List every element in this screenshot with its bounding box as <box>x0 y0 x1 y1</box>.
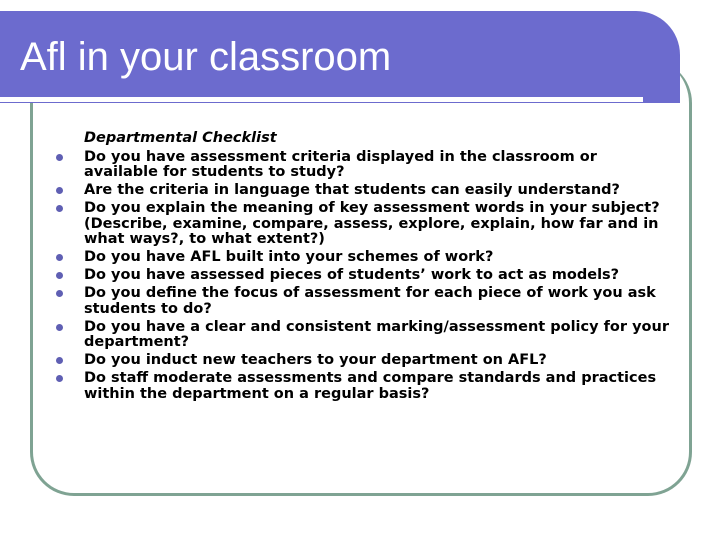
bullet-icon <box>56 205 63 212</box>
list-item-text: Are the criteria in language that students can easily understand? <box>84 182 620 198</box>
list-item <box>56 250 670 266</box>
bullet-icon <box>56 290 63 297</box>
checklist <box>56 150 670 403</box>
list-item-text: Do you have a clear and consistent marking/assessment policy for your department? <box>84 318 669 350</box>
list-item-text: Do you define the focus of assessment for each piece of work you ask students to do? <box>84 285 656 317</box>
list-item-text: Do you have assessed pieces of students’ work to act as models? <box>84 267 620 283</box>
list-item <box>56 320 670 351</box>
bullet-icon <box>56 154 63 161</box>
list-item-text: Do you explain the meaning of key assessment words in your subject? (Describe, examine, compare, assess, explore, explain, how far and in what ways?, to what extent?) <box>84 200 660 247</box>
bullet-icon <box>56 272 63 279</box>
list-item <box>56 268 670 284</box>
list-item-text: Do you induct new teachers to your department on AFL? <box>84 352 547 368</box>
checklist-subheading: Departmental Checklist <box>84 130 277 146</box>
list-item <box>56 201 670 248</box>
bullet-icon <box>56 375 63 382</box>
checklist-content <box>56 131 670 405</box>
list-item-text: Do you have AFL built into your schemes of work? <box>84 249 494 265</box>
list-item <box>56 150 670 181</box>
list-item-text: Do you have assessment criteria displayed in the classroom or available for students to study? <box>84 148 597 180</box>
list-item-text: Do staff moderate assessments and compare standards and practices within the department on a regular basis? <box>84 370 657 402</box>
bullet-icon <box>56 187 63 194</box>
title-underline <box>0 97 643 102</box>
list-item <box>56 371 670 402</box>
bullet-icon <box>56 254 63 261</box>
bullet-icon <box>56 357 63 364</box>
bullet-icon <box>56 324 63 331</box>
slide-title: Afl in your classroom <box>20 35 392 79</box>
list-item <box>56 286 670 317</box>
list-item <box>56 353 670 369</box>
list-item <box>56 183 670 199</box>
